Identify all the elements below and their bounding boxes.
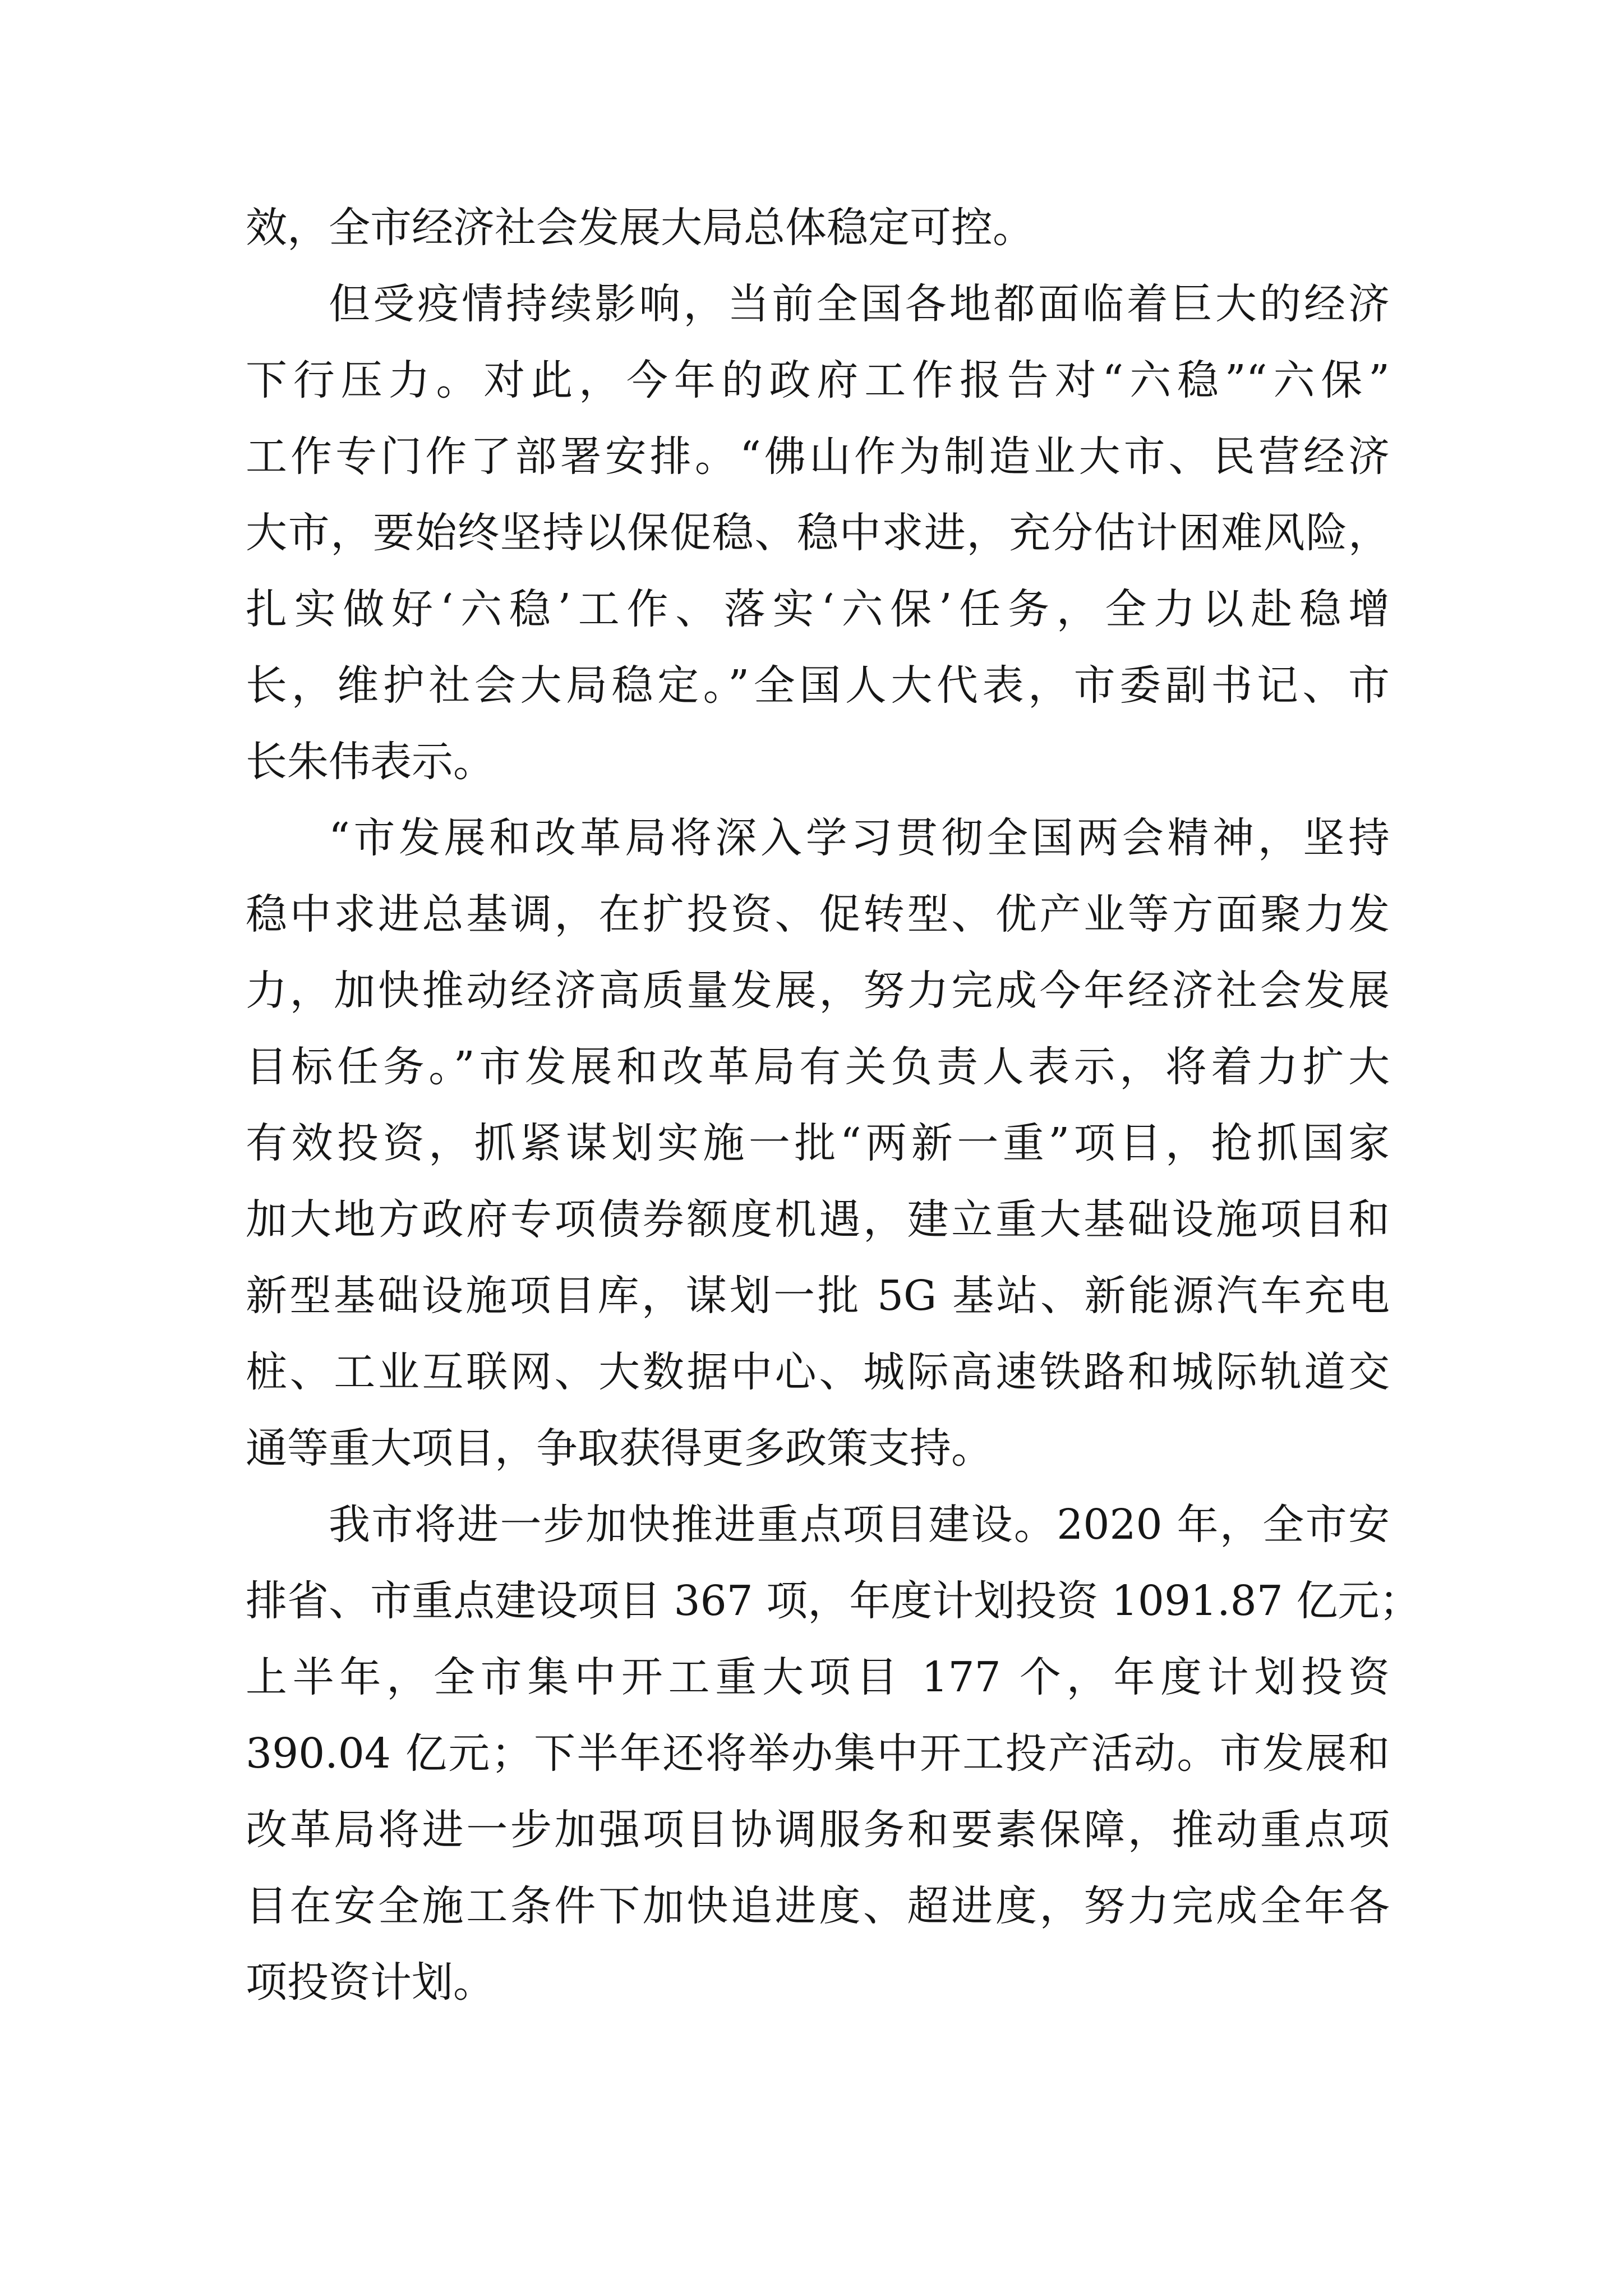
paragraph-line: 排省、市重点建设项目 367 项，年度计划投资 1091.87 亿元； <box>246 1577 1421 1625</box>
paragraph-line: 改革局将进一步加强项目协调服务和要素保障，推动重点项 <box>246 1806 1390 1854</box>
paragraph-line: 长朱伟表示。 <box>246 738 495 786</box>
paragraph-line: 力，加快推动经济高质量发展，努力完成今年经济社会发展 <box>246 967 1390 1015</box>
paragraph-line: 通等重大项目，争取获得更多政策支持。 <box>246 1424 993 1473</box>
paragraph-line: 效，全市经济社会发展大局总体稳定可控。 <box>246 204 1034 252</box>
paragraph-line: 上半年，全市集中开工重大项目 177 个，年度计划投资 <box>246 1653 1390 1701</box>
paragraph-line: “市发展和改革局将深入学习贯彻全国两会精神，坚持 <box>329 814 1390 862</box>
paragraph-line: 新型基础设施项目库，谋划一批 5G 基站、新能源汽车充电 <box>246 1272 1390 1320</box>
paragraph-line: 稳中求进总基调，在扩投资、促转型、优产业等方面聚力发 <box>246 890 1390 938</box>
paragraph-line: 390.04 亿元；下半年还将举办集中开工投产活动。市发展和 <box>246 1729 1390 1778</box>
paragraph-line: 项投资计划。 <box>246 1958 495 2007</box>
paragraph-line: 我市将进一步加快推进重点项目建设。2020 年，全市安 <box>329 1501 1390 1549</box>
paragraph-line: 扎实做好‘六稳’工作、落实‘六保’任务，全力以赴稳增 <box>246 585 1390 633</box>
paragraph-line: 工作专门作了部署安排。“佛山作为制造业大市、民营经济 <box>246 432 1390 481</box>
paragraph-line: 但受疫情持续影响，当前全国各地都面临着巨大的经济 <box>329 280 1390 328</box>
paragraph-line: 目在安全施工条件下加快追进度、超进度，努力完成全年各 <box>246 1882 1390 1930</box>
paragraph-line: 目标任务。”市发展和改革局有关负责人表示，将着力扩大 <box>246 1043 1390 1091</box>
paragraph-line: 加大地方政府专项债券额度机遇，建立重大基础设施项目和 <box>246 1195 1390 1244</box>
paragraph-line: 下行压力。对此，今年的政府工作报告对“六稳”“六保” <box>246 356 1390 404</box>
paragraph-line: 有效投资，抓紧谋划实施一批“两新一重”项目，抢抓国家 <box>246 1119 1390 1167</box>
paragraph-line: 桩、工业互联网、大数据中心、城际高速铁路和城际轨道交 <box>246 1348 1390 1396</box>
paragraph-line: 大市，要始终坚持以保促稳、稳中求进，充分估计困难风险， <box>246 509 1390 557</box>
paragraph-line: 长，维护社会大局稳定。”全国人大代表，市委副书记、市 <box>246 661 1390 710</box>
